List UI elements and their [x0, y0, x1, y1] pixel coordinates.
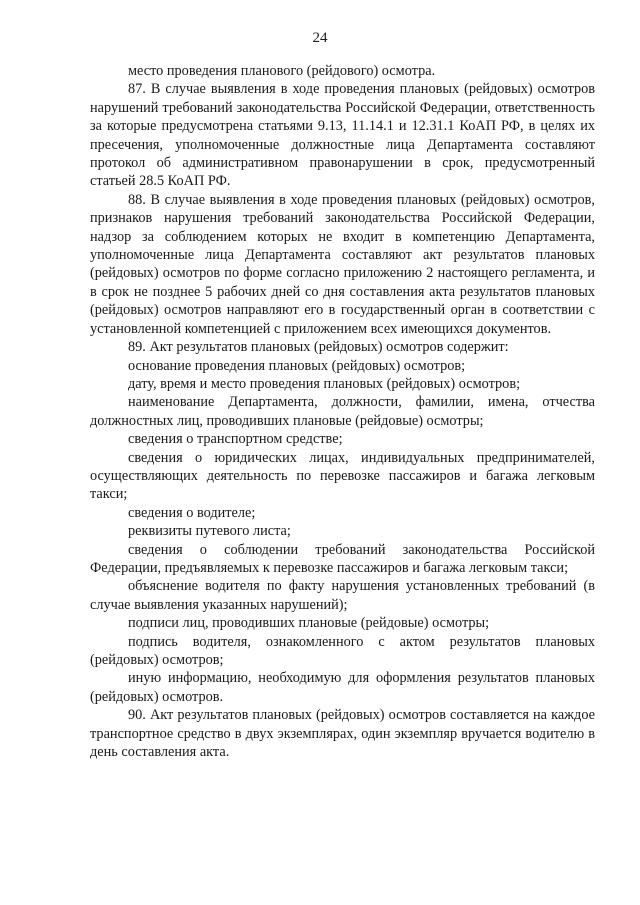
list-item-basis: основание проведения плановых (рейдовых) осмотров; — [128, 357, 466, 374]
paragraph-88: 88. В случае выявления в ходе проведения плановых (рейдовых) осмотров, признаков нарушения требований законодательства Российской Федерации, надзор за соблюдением которых не входит в компетенцию Департамента, уполномоченные лица Департамента составляют акт результатов плановых (рейдовых) осмотров по форме согласно приложению 2 настоящего регламента, и в срок не позднее 5 рабочих дней со дня составления акта результатов плановых (рейдовых) осмотров направляют его в государственный орган в соответствии с установленной компетенцией с приложением всех имеющихся документов. — [90, 191, 595, 337]
paragraph-89: 89. Акт результатов плановых (рейдовых) осмотров содержит: — [128, 339, 509, 356]
list-item-legal-entities: сведения о юридических лицах, индивидуальных предпринимателей, осуществляющих деятельность по перевозке пассажиров и багажа легковым такси; — [90, 449, 595, 503]
list-item-other-info: иную информацию, необходимую для оформления результатов плановых (рейдовых) осмотров. — [90, 670, 595, 705]
list-item-officials: наименование Департамента, должности, фамилии, имена, отчества должностных лиц, проводивших плановые (рейдовые) осмотры; — [90, 394, 595, 429]
list-item-date-time-place: дату, время и место проведения плановых (рейдовых) осмотров; — [128, 375, 521, 392]
paragraph-90: 90. Акт результатов плановых (рейдовых) осмотров составляется на каждое транспортное средство в двух экземплярах, один экземпляр вручается водителю в день составления акта. — [90, 707, 595, 761]
page-number: 24 — [312, 30, 328, 46]
paragraph-87: 87. В случае выявления в ходе проведения плановых (рейдовых) осмотров нарушений требований законодательства Российской Федерации, ответственность за которые предусмотрена статьями 9.13, 11.14.1 и 12.31.1 КоАП РФ, в целях их пресечения, уполномоченные должностные лица Департамента составляют протокол об административном правонарушении в срок, предусмотренный статьей 28.5 КоАП РФ. — [90, 81, 595, 190]
list-item-driver-signature: подпись водителя, ознакомленного с актом результатов плановых (рейдовых) осмотров; — [90, 633, 595, 668]
list-item-vehicle: сведения о транспортном средстве; — [128, 431, 343, 448]
document-body — [90, 62, 595, 761]
list-item-signatures: подписи лиц, проводивших плановые (рейдовые) осмотры; — [128, 615, 490, 632]
list-item-driver-explanation: объяснение водителя по факту нарушения установленных требований (в случае выявления указанных нарушений); — [90, 578, 595, 613]
list-item-driver: сведения о водителе; — [128, 504, 256, 521]
list-item-waybill: реквизиты путевого листа; — [128, 523, 291, 540]
paragraph-continuation: место проведения планового (рейдового) осмотра. — [128, 63, 436, 79]
list-item-compliance: сведения о соблюдении требований законодательства Российской Федерации, предъявляемых к перевозке пассажиров и багажа легковым такси; — [90, 541, 595, 576]
